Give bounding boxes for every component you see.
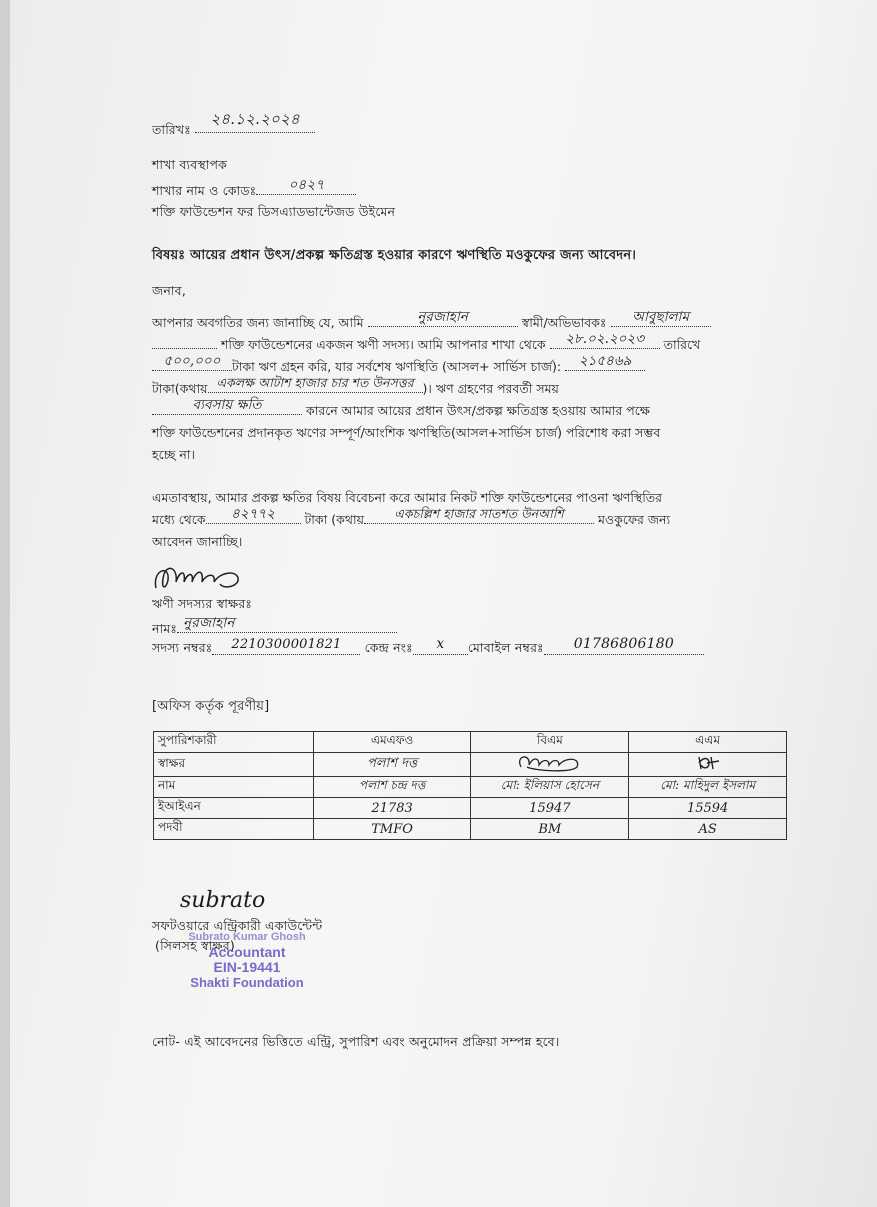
reason-hw: ব্যবসায় ক্ষতি bbox=[192, 397, 262, 413]
loan-amount-hw: ৫০০,০০০ bbox=[163, 353, 221, 369]
table-cell: মো: মাহিদুল ইসলাম bbox=[629, 777, 787, 798]
accountant-stamp: Subrato Kumar Ghosh Accountant EIN-19441 Shakti Foundation bbox=[188, 931, 306, 990]
member-no-hw: 2210300001821 bbox=[231, 637, 342, 652]
center-no-hw: x bbox=[436, 636, 445, 652]
office-table bbox=[153, 731, 787, 840]
borrower-name-hw: নুরজাহান bbox=[417, 309, 468, 325]
borrower-name-sig: নুরজাহান bbox=[183, 615, 235, 631]
organization-name: শক্তি ফাউন্ডেশন ফর ডিসএ্যাডভান্টেজড উইমেন bbox=[152, 204, 396, 219]
date-value: ২৪.১২.২০২৪ bbox=[210, 110, 300, 128]
row-label: স্বাক্ষর bbox=[154, 753, 314, 777]
table-row bbox=[154, 819, 787, 840]
member-info-line: সদস্য নম্বরঃ 2210300001821 কেন্দ্র নংঃ x মোবাইল নম্বরঃ 01786806180 bbox=[152, 640, 704, 660]
recipient-title: শাখা ব্যবস্থাপক bbox=[152, 157, 228, 172]
bm-signature bbox=[515, 753, 585, 773]
date-line bbox=[152, 110, 315, 142]
borrower-signature-label: ঋণী সদস্যর স্বাক্ষরঃ bbox=[152, 596, 253, 611]
outstanding-words-hw: একলক্ষ আটাশ হাজার চার শত উনসত্তর bbox=[216, 375, 414, 390]
table-header-cell: এএম bbox=[629, 732, 787, 753]
note-line: নোট- এই আবেদনের ভিত্তিতে এন্ট্রি, সুপারিশ এবং অনুমোদন প্রক্রিয়া সম্পন্ন হবে। bbox=[152, 1034, 560, 1049]
table-row bbox=[154, 777, 787, 798]
outstanding-hw: ২১৫৪৬৯ bbox=[578, 353, 632, 369]
accountant-label: সফটওয়ারে এন্ট্রিকারী একাউন্টেন্ট bbox=[152, 918, 323, 933]
branch-line bbox=[152, 177, 356, 203]
table-cell: AS bbox=[629, 819, 787, 840]
mfo-signature-cell: পলাশ দত্ত bbox=[313, 753, 471, 777]
row-label: নাম bbox=[154, 777, 314, 798]
table-row bbox=[154, 798, 787, 819]
paragraph-1: আপনার অবগতির জন্য জানাচ্ছি যে, আমি নুরজাহান স্বামী/অভিভাবকঃ আবুছালাম শক্তি ফাউন্ডেশনের একজন ঋণী সদস্য। আমি আপনার শাখা থেকে ২৮.০২.২০২৩ তারিখে ৫০০,০০০ টাকা ঋণ গ্রহন করি, যার সর্বশেষ ঋণস্থিতি (আসল+ সার্ভিস চার্জ): ২১৫৪৬৯ টাকা(কথায় একলক্ষ আটাশ হাজার চার শত উনসত্তর )। ঋণ গ্রহণের পরবর্তী সময় ব্যবসায় ক্ষতি কারনে আমার আয়ের প্রধান উৎস/প্রকল্প ক্ষতিগ্রস্ত হওয়ায় আমার পক্ষে শক্তি ফাউন্ডেশনের প্রদানকৃত ঋণের সম্পূর্ণ/আংশিক ঋণস্থিতি(আসল+সার্ভিস চার্জ) পরিশোধ করা সম্ভব হচ্ছে না। bbox=[152, 312, 788, 466]
waiver-amount-hw: ৪২৭৭২ bbox=[231, 506, 275, 522]
paragraph-2: এমতাবস্থায়, আমার প্রকল্প ক্ষতির বিষয় বিবেচনা করে আমার নিকট শক্তি ফাউন্ডেশনের পাওনা ঋণস্থিতির মধ্যে থেকে ৪২৭৭২ টাকা (কথায় একচল্লিশ হাজার সাতশত উনআশি মওকুফের জন্য আবেদন জানাচ্ছি। bbox=[152, 490, 671, 549]
table-header-cell: সুপারিশকারী bbox=[154, 732, 314, 753]
loan-date-hw: ২৮.০২.২০২৩ bbox=[565, 331, 644, 347]
table-cell: BM bbox=[471, 819, 629, 840]
date-label: তারিখঃ bbox=[152, 122, 191, 137]
row-label: ইআইএন bbox=[154, 798, 314, 819]
am-signature bbox=[693, 753, 723, 773]
table-cell: 21783 bbox=[313, 798, 471, 819]
table-header-cell: বিএম bbox=[471, 732, 629, 753]
branch-code: ০৪২৭ bbox=[288, 177, 325, 193]
am-signature-cell bbox=[629, 753, 787, 777]
table-cell: 15594 bbox=[629, 798, 787, 819]
table-header-cell: এমএফও bbox=[313, 732, 471, 753]
office-heading: [অফিস কর্তৃক পূরণীয়] bbox=[152, 699, 270, 714]
table-cell: 15947 bbox=[471, 798, 629, 819]
subject-line: বিষয়ঃ আয়ের প্রধান উৎস/প্রকল্প ক্ষতিগ্রস্ত হওয়ার কারণে ঋণস্থিতি মওকুফের জন্য আবেদন। bbox=[152, 248, 637, 263]
borrower-signature bbox=[150, 560, 250, 596]
row-label: পদবী bbox=[154, 819, 314, 840]
table-cell: পলাশ চন্দ্র দত্ত bbox=[313, 777, 471, 798]
table-row bbox=[154, 753, 787, 777]
table-cell: TMFO bbox=[313, 819, 471, 840]
table-cell: মো: ইলিয়াস হোসেন bbox=[471, 777, 629, 798]
mobile-hw: 01786806180 bbox=[573, 636, 674, 652]
salutation: জনাব, bbox=[152, 283, 186, 298]
borrower-name-line: নামঃ নুরজাহান bbox=[152, 618, 397, 641]
table-header-row bbox=[154, 732, 787, 753]
accountant-signature: subrato bbox=[180, 888, 266, 913]
accountant-seal-label: (সিলসহ স্বাক্ষর) bbox=[155, 938, 235, 953]
branch-label: শাখার নাম ও কোডঃ bbox=[152, 183, 257, 198]
guardian-name-hw: আবুছালাম bbox=[632, 309, 689, 325]
waiver-words-hw: একচল্লিশ হাজার সাতশত উনআশি bbox=[394, 506, 564, 521]
bm-signature-cell bbox=[471, 753, 629, 777]
